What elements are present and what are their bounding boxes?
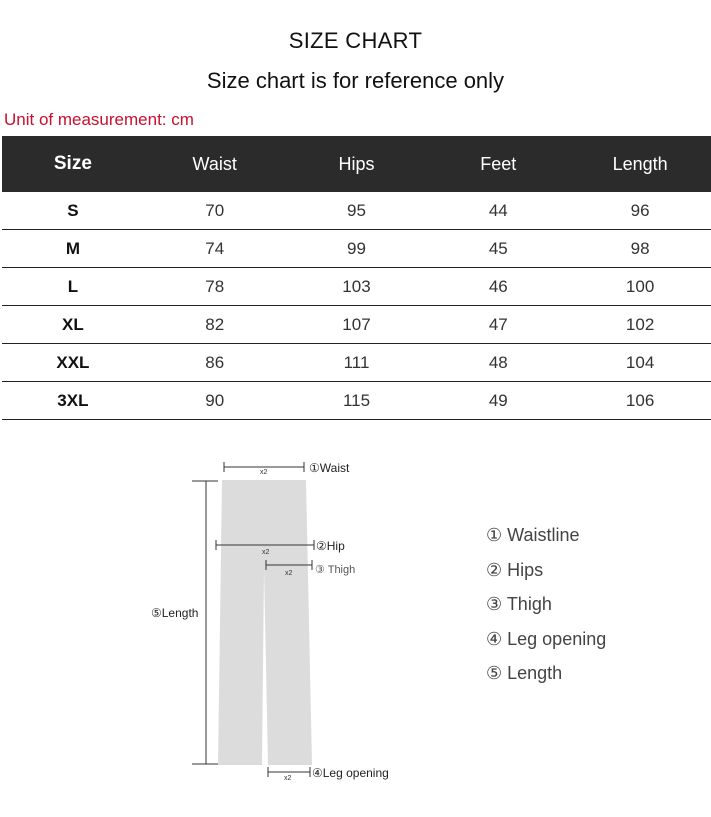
column-header-feet: Feet: [427, 136, 569, 192]
table-cell-length: 106: [569, 382, 711, 420]
table-cell-size: S: [2, 192, 144, 230]
table-row: [2, 192, 711, 230]
leg-opening-label: ④Leg opening: [312, 766, 389, 780]
table-cell-size: L: [2, 268, 144, 306]
legend-item-hips: ② Hips: [486, 559, 544, 580]
table-row: [2, 344, 711, 382]
waist-x2: x2: [260, 469, 268, 476]
table-cell-feet: 47: [427, 306, 569, 344]
legend-item-leg-opening: ④ Leg opening: [486, 628, 607, 649]
table-header-row: [2, 136, 711, 192]
table-row: [2, 268, 711, 306]
hip-label: ②Hip: [316, 539, 345, 553]
table-cell-waist: 86: [144, 344, 286, 382]
unit-label: Unit of measurement: cm: [4, 110, 194, 129]
table-cell-waist: 82: [144, 306, 286, 344]
table-cell-size: M: [2, 230, 144, 268]
table-row: [2, 230, 711, 268]
table-cell-hips: 107: [286, 306, 428, 344]
column-header-size: Size: [2, 136, 144, 192]
table-cell-length: 104: [569, 344, 711, 382]
column-header-waist: Waist: [144, 136, 286, 192]
table-cell-hips: 99: [286, 230, 428, 268]
hip-x2: x2: [262, 549, 270, 556]
page-subtitle: Size chart is for reference only: [206, 68, 505, 93]
table-cell-size: 3XL: [2, 382, 144, 420]
length-measure: [192, 481, 218, 764]
table-cell-feet: 48: [427, 344, 569, 382]
table-cell-waist: 78: [144, 268, 286, 306]
table-cell-size: XXL: [2, 344, 144, 382]
table-cell-feet: 45: [427, 230, 569, 268]
table-cell-length: 98: [569, 230, 711, 268]
table-cell-waist: 90: [144, 382, 286, 420]
table-cell-feet: 44: [427, 192, 569, 230]
table-cell-length: 96: [569, 192, 711, 230]
waist-label: ①Waist: [309, 461, 350, 475]
table-cell-hips: 115: [286, 382, 428, 420]
length-label: ⑤Length: [151, 606, 199, 620]
table-cell-feet: 46: [427, 268, 569, 306]
table-cell-length: 102: [569, 306, 711, 344]
thigh-x2: x2: [285, 570, 293, 577]
page-title: SIZE CHART: [288, 28, 423, 53]
size-table-body: [2, 192, 711, 420]
measurement-legend: [486, 522, 606, 695]
column-header-length: Length: [569, 136, 711, 192]
table-cell-waist: 74: [144, 230, 286, 268]
table-row: [2, 382, 711, 420]
table-cell-waist: 70: [144, 192, 286, 230]
legend-item-thigh: ③ Thigh: [486, 594, 552, 614]
table-row: [2, 306, 711, 344]
table-cell-size: XL: [2, 306, 144, 344]
size-table: [2, 136, 711, 420]
column-header-hips: Hips: [286, 136, 428, 192]
thigh-label: ③ Thigh: [315, 564, 356, 576]
size-table-header: [2, 136, 711, 192]
table-cell-feet: 49: [427, 382, 569, 420]
table-cell-hips: 111: [286, 344, 428, 382]
legend-item-length: ⑤ Length: [486, 663, 563, 683]
table-cell-length: 100: [569, 268, 711, 306]
table-cell-hips: 103: [286, 268, 428, 306]
leg-opening-x2: x2: [284, 775, 292, 782]
pants-silhouette: [218, 480, 312, 765]
table-cell-hips: 95: [286, 192, 428, 230]
legend-item-waistline: ① Waistline: [486, 525, 580, 545]
